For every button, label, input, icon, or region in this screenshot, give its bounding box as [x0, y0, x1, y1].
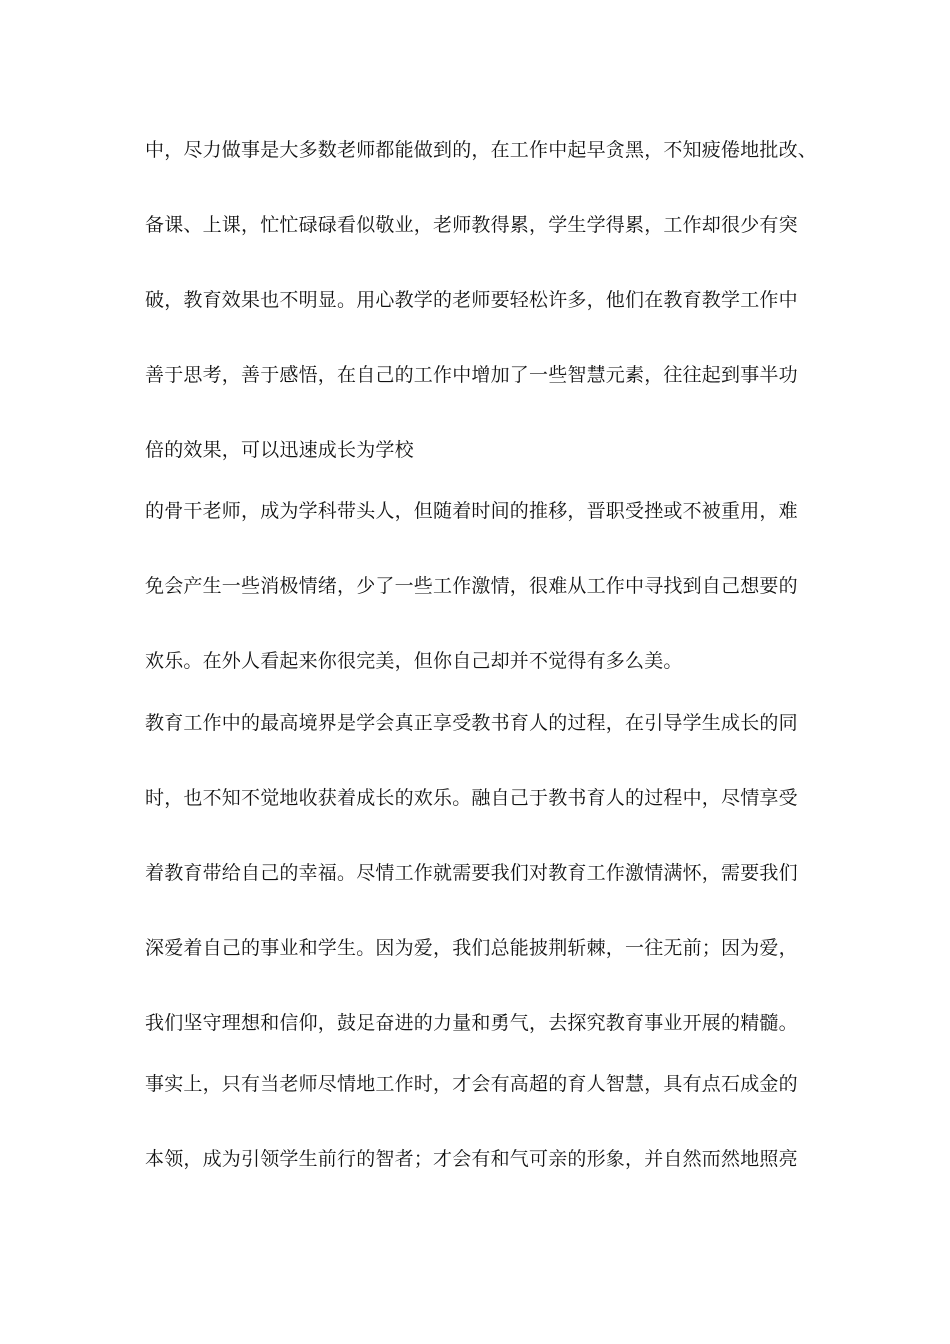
text-line: 教育工作中的最高境界是学会真正享受教书育人的过程，在引导学生成长的同	[145, 712, 798, 734]
text-line: 欢乐。在外人看起来你很完美，但你自己却并不觉得有多么美。	[145, 650, 683, 672]
text-line: 中，尽力做事是大多数老师都能做到的，在工作中起早贪黑，不知疲倦地批改、	[145, 139, 818, 161]
text-line: 时，也不知不觉地收获着成长的欢乐。融自己于教书育人的过程中，尽情享受	[145, 787, 798, 809]
text-line: 事实上，只有当老师尽情地工作时，才会有高超的育人智慧，具有点石成金的	[145, 1073, 798, 1095]
text-line: 的骨干老师，成为学科带头人，但随着时间的推移，晋职受挫或不被重用，难	[145, 500, 798, 522]
text-line: 着教育带给自己的幸福。尽情工作就需要我们对教育工作激情满怀，需要我们	[145, 862, 798, 884]
text-line: 本领，成为引领学生前行的智者；才会有和气可亲的形象，并自然而然地照亮	[145, 1148, 798, 1170]
text-line: 备课、上课，忙忙碌碌看似敬业，老师教得累，学生学得累，工作却很少有突	[145, 214, 798, 236]
text-line: 破，教育效果也不明显。用心教学的老师要轻松许多，他们在教育教学工作中	[145, 289, 798, 311]
text-line: 善于思考，善于感悟，在自己的工作中增加了一些智慧元素，往往起到事半功	[145, 364, 798, 386]
text-line: 倍的效果，可以迅速成长为学校	[145, 439, 414, 461]
text-line: 深爱着自己的事业和学生。因为爱，我们总能披荆斩棘，一往无前；因为爱，	[145, 937, 798, 959]
text-line: 免会产生一些消极情绪，少了一些工作激情，很难从工作中寻找到自己想要的	[145, 575, 798, 597]
text-line: 我们坚守理想和信仰，鼓足奋进的力量和勇气，去探究教育事业开展的精髓。	[145, 1012, 798, 1034]
